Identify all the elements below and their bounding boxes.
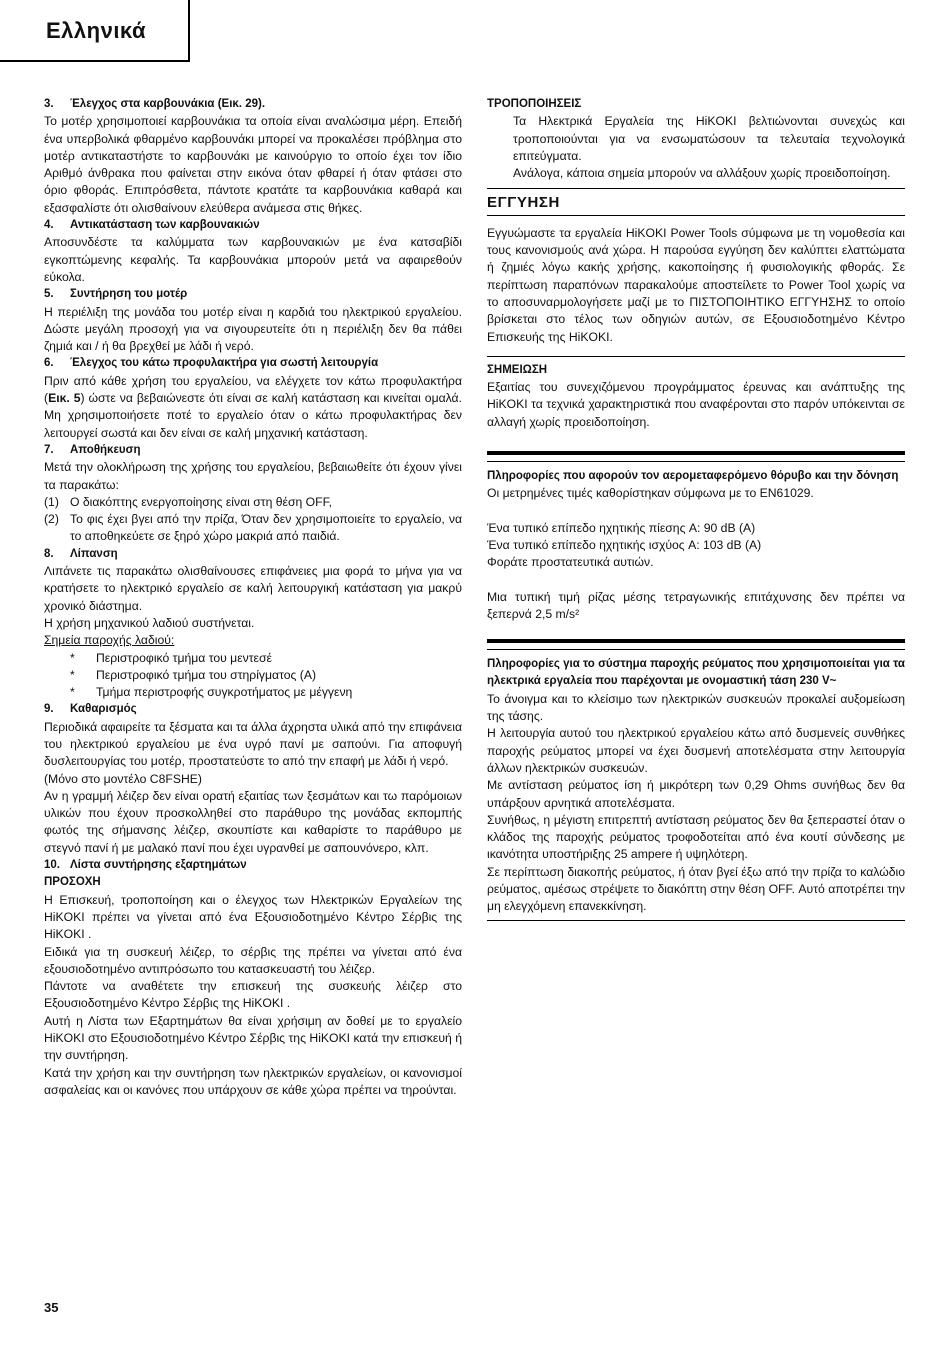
right-column <box>487 96 905 921</box>
oil-points-label-text: Σημεία παροχής λαδιού: <box>44 633 175 648</box>
paragraph: Με αντίσταση ρεύματος ίση ή μικρότερη των 0,29 Ohms συνήθως δεν θα υπάρξουν αρνητικά αποτελέσματα. <box>487 778 905 810</box>
section-body: Λιπάνετε τις παρακάτω ολισθαίνουσες επιφάνειες μια φορά το μήνα για να κρατήσετε το ηλεκτρικό εργαλείο σε καλή λειτουργική κατάσταση για μακρύ χρονικό διάστημα. <box>44 564 462 613</box>
noise-line: Ένα τυπικό επίπεδο ηχητικής ισχύος A: 103 dB (A) <box>487 537 762 552</box>
list-item-text: Ο διακόπτης ενεργοποίησης είναι στη θέση OFF, <box>70 494 333 509</box>
list-item <box>44 511 462 546</box>
paragraph: Η λειτουργία αυτού του ηλεκτρικού εργαλείου κάτω από δυσμενείς συνθήκες παροχής ρεύματος μπορεί να έχει δυσμενή αποτελέσματα στην λειτουργία άλλων ηλεκτρικών συσκευών. <box>487 726 905 775</box>
paragraph: Σε περίπτωση διακοπής ρεύματος, ή όταν βγεί έξω από την πρίζα το καλώδιο ρεύματος, αμέσως στρέψετε το διακόπτη στην θέση OFF. Αυτό αποτρέπει την μη ελεγχόμενη επανεκκίνηση. <box>487 864 905 914</box>
list-item <box>70 684 462 701</box>
section-body: Αν η γραμμή λέιζερ δεν είναι ορατή εξαιτίας των ξεσμάτων και τω παρόμοιων υλικών που έχουν προσκολληθεί στο παράθυρο της μονάδας εκπομπής φωτός της σήμανσης λέιζερ, σκουπίστε και καθαρίστε το παράθυρο με στεγνό πανί ή με μαλακό πανί που έχει υγρανθεί με σαπουνόνερο, κλπ. <box>44 788 462 855</box>
section-number: 9. <box>44 703 54 716</box>
section-title: Καθαρισμός <box>70 703 137 716</box>
section-8 <box>44 546 462 702</box>
power-heading: Πληροφορίες για το σύστημα παροχής ρεύματος που χρησιμοποιείται για τα ηλεκτρικά εργαλεία που παρέχονται με ονομαστική τάση 230 V~ <box>487 658 905 688</box>
left-column <box>44 96 462 1099</box>
noise-line: Μια τυπική τιμή ρίζας μέσης τετραγωνικής επιτάχυνσης δεν πρέπει να ξεπερνά 2,5 m/s² <box>487 589 905 621</box>
section-7 <box>44 442 462 546</box>
guarantee-body: Εγγυώμαστε τα εργαλεία HiKOKI Power Tools σύμφωνα με τη νομοθεσία και τους κανονισμούς ανά χώρα. Η παρούσα εγγύηση δεν καλύπτει ελαττώματα ή ζημιές λόγω κακής χρήσης, κακοποίησης ή φυσιολογικής φθοράς. Σε περίπτωση παραπόνων παρακαλούμε αποστείλετε το Power Tool χωρίς να το αποσυναρμολογήσετε μαζί με το ΠΙΣΤΟΠΟΙΗΤΙΚΟ ΕΓΓΥΗΣΗΣ το οποίο βρίσκεται στο τέλος των οδηγιών αυτών, σε Εξουσιοδοτημένο Κέντρο Επισκευής της HiKOKI. <box>487 225 905 344</box>
section-6 <box>44 355 462 441</box>
section-5 <box>44 286 462 355</box>
divider <box>487 461 905 462</box>
noise-line: Φοράτε προστατευτικά αυτιών. <box>487 555 654 570</box>
paragraph: Η Επισκευή, τροποποίηση και ο έλεγχος των Ηλεκτρικών Εργαλείων της HiKOKI πρέπει να γίνεται από ένα Εξουσιοδοτημένο Κέντρο Σέρβις της HiKOKI . <box>44 892 462 942</box>
section-body: Αποσυνδέστε τα καλύμματα των καρβουνακιών με ένα κατσαβίδι εγκοπτώμενης κεφαλής. Τα καρβουνάκια μπορούν μετά να αφαιρεθούν εύκολα. <box>44 235 462 284</box>
section-body: Περιοδικά αφαιρείτε τα ξέσματα και τα άλλα άχρηστα υλικά από την επιφάνεια του ηλεκτρικού εργαλείου με ένα υγρό πανί με σαπούνι. Για αποφυγή δυσλειτουργίας του μοτέρ, προστατεύστε το από την επαφή με λάδι ή νερό. <box>44 719 462 769</box>
list-item <box>70 667 462 684</box>
section-body: Μετά την ολοκλήρωση της χρήσης του εργαλείου, βεβαιωθείτε ότι έχουν γίνει τα παρακάτω: <box>44 460 462 492</box>
section-body: Η περιέλιξη της μονάδα του μοτέρ είναι η καρδιά του ηλεκτρικού εργαλείου. Δώστε μεγάλη προσοχή για να σιγουρευτείτε ότι η περιέλιξη δεν θα πάθει ζημιά και / ή θα βρεχθεί με λάδι ή νερό. <box>44 304 462 354</box>
paragraph: Ειδικά για τη συσκευή λέιζερ, το σέρβις της πρέπει να γίνεται από ένα εξουσιοδοτημένο αντιπρόσωπο του κατασκευαστή του λέιζερ. <box>44 944 462 976</box>
section-number: 7. <box>44 443 54 456</box>
list-item <box>70 650 462 667</box>
divider-thick <box>487 451 905 455</box>
noise-line: Ένα τυπικό επίπεδο ηχητικής πίεσης A: 90 dB (A) <box>487 520 756 535</box>
list-marker: (2) <box>44 512 59 527</box>
bullet-marker: * <box>70 650 75 665</box>
section-9 <box>44 701 462 857</box>
divider <box>487 215 905 216</box>
section-body: Η χρήση μηχανικού λαδιού συστήνεται. <box>44 615 255 630</box>
bullet-marker: * <box>70 667 75 682</box>
caution-heading: ΠΡΟΣΟΧΗ <box>44 876 101 889</box>
section-number: 4. <box>44 219 54 232</box>
divider-thick <box>487 639 905 643</box>
section-title: Αποθήκευση <box>70 443 141 456</box>
section-3 <box>44 96 462 217</box>
divider <box>487 649 905 650</box>
section-title: Λίστα συντήρησης εξαρτημάτων <box>70 859 247 872</box>
paragraph: Ανάλογα, κάποια σημεία μπορούν να αλλάξουν χωρίς προειδοποίηση. <box>513 166 891 181</box>
divider <box>487 920 905 921</box>
note-body: Εξαιτίας του συνεχιζόμενου προγράμματος έρευνας και ανάπτυξης της HiKOKI τα τεχνικά χαρακτηριστικά που αναφέρονται στο παρόν υπόκεινται σε αλλαγή χωρίς προειδοποίηση. <box>487 380 905 429</box>
model-note: (Μόνο στο μοντέλο C8FSHE) <box>44 771 202 786</box>
noise-heading: Πληροφορίες που αφορούν τον αερομεταφερόμενο θόρυβο και την δόνηση <box>487 470 899 483</box>
section-title: Αντικατάσταση των καρβουνακιών <box>70 219 260 232</box>
section-title: Συντήρηση του μοτέρ <box>70 288 188 301</box>
section-number: 5. <box>44 288 54 301</box>
bullet-marker: * <box>70 685 75 700</box>
section-heading: ΤΡΟΠΟΠΟΙΗΣΕΙΣ <box>487 98 582 110</box>
section-body-part: Πριν από κάθε χρήση του εργαλείου, να ελέγχετε τον κάτω προφυλακτήρα ( <box>44 373 462 406</box>
figure-reference: Εικ. 5 <box>48 391 81 406</box>
section-body <box>44 373 462 442</box>
guarantee-heading: ΕΓΓΥΗΣΗ <box>487 194 560 212</box>
section-4 <box>44 217 462 286</box>
modifications-section <box>487 96 905 182</box>
section-body: Το μοτέρ χρησιμοποιεί καρβουνάκια τα οποία είναι αναλώσιμα μέρη. Επειδή ένα υπερβολικά φθαρμένο καρβουνάκι μπορεί να προκαλέσει πρόβλημα στο μοτέρ αντικαταστήστε το καρβουνάκι με καινούργιο το οποίο έχει τον ίδιο Αριθμό άνθρακα που φαίνεται στην εικόνα όταν φθαρεί ή όταν φτάσει στο όριο φθοράς. Επιπρόσθετα, πάντοτε κρατάτε τα καρβουνάκια καθαρά και εξασφαλίστε ότι ολισθαίνουν ελεύθερα ανάμεσα στις θήκες. <box>44 114 462 215</box>
list-item-text: Περιστροφικό τμήμα του μεντεσέ <box>96 650 272 665</box>
section-number: 6. <box>44 357 54 370</box>
language-label: Ελληνικά <box>46 18 146 43</box>
section-number: 8. <box>44 547 54 560</box>
list-item <box>44 494 462 511</box>
section-title: Λίπανση <box>70 547 118 560</box>
paragraph: Το άνοιγμα και το κλείσιμο των ηλεκτρικών συσκευών προκαλεί αυξομείωση της τάσης. <box>487 691 905 724</box>
section-10 <box>44 857 462 1099</box>
page-number: 35 <box>44 1300 59 1315</box>
section-title: Έλεγχος στα καρβουνάκια (Εικ. 29). <box>70 98 266 110</box>
oil-points-label <box>44 632 462 649</box>
section-number: 10. <box>44 859 60 872</box>
language-tab <box>0 0 190 62</box>
list-item-text: Περιστροφικό τμήμα του στηρίγματος (Α) <box>96 667 317 682</box>
list-item-text: Τμήμα περιστροφής συγκροτήματος με μέγγενη <box>96 685 353 700</box>
noise-line: Οι μετρημένες τιμές καθορίστηκαν σύμφωνα με το EN61029. <box>487 486 814 501</box>
section-number: 3. <box>44 98 54 110</box>
section-title: Έλεγχος του κάτω προφυλακτήρα για σωστή λειτουργία <box>70 357 379 370</box>
divider <box>487 356 905 357</box>
paragraph: Κατά την χρήση και την συντήρηση των ηλεκτρικών εργαλείων, οι κανονισμοί ασφαλείας και οι κανόνες που υπάρχουν σε κάθε χώρα πρέπει να τηρούνται. <box>44 1065 462 1097</box>
list-item-text: Το φις έχει βγει από την πρίζα, Όταν δεν χρησιμοποιείτε το εργαλείο, να το αποθηκεύετε σε ξηρό χώρο μακριά από παιδιά. <box>70 512 462 544</box>
section-body-part: ) ώστε να βεβαιώνεστε ότι είναι σε καλή κατάσταση και κινείται ομαλά. Μη χρησιμοποιήσετε ποτέ το εργαλείο όταν ο κάτω προφυλακτήρας δεν λειτουργεί σωστά και δεν είναι σε καλή μηχανική κατάσταση. <box>44 391 462 440</box>
paragraph: Αυτή η Λίστα των Εξαρτημάτων θα είναι χρήσιμη αν δοθεί με το εργαλείο HiKOKI στο Εξουσιοδοτημένο Κέντρο Σέρβις της HiKOKI κατά την επισκευή ή την συντήρηση. <box>44 1013 462 1063</box>
list-marker: (1) <box>44 494 59 509</box>
paragraph: Συνήθως, η μέγιστη επιτρεπτή αντίσταση ρεύματος δεν θα ξεπεραστεί όταν ο κλάδος της παροχής ρεύματος τροφοδοτείται από ένα κουτί σύνδεσης με ικανότητα υποστήριξης 25 ampere ή υψηλότερη. <box>487 812 905 862</box>
paragraph: Πάντοτε να αναθέτετε την επισκευή της συσκευής λέιζερ στο Εξουσιοδοτημένο Κέντρο Σέρβις της HiKOKI . <box>44 979 462 1011</box>
divider <box>487 188 905 189</box>
note-heading: ΣΗΜΕΙΩΣΗ <box>487 363 548 376</box>
paragraph: Τα Ηλεκτρικά Εργαλεία της HiKOKI βελτιώνονται συνεχώς και τροποποιούνται για να ενσωματώσουν τα τελευταία τεχνολογικά επιτεύγματα. <box>513 114 905 163</box>
